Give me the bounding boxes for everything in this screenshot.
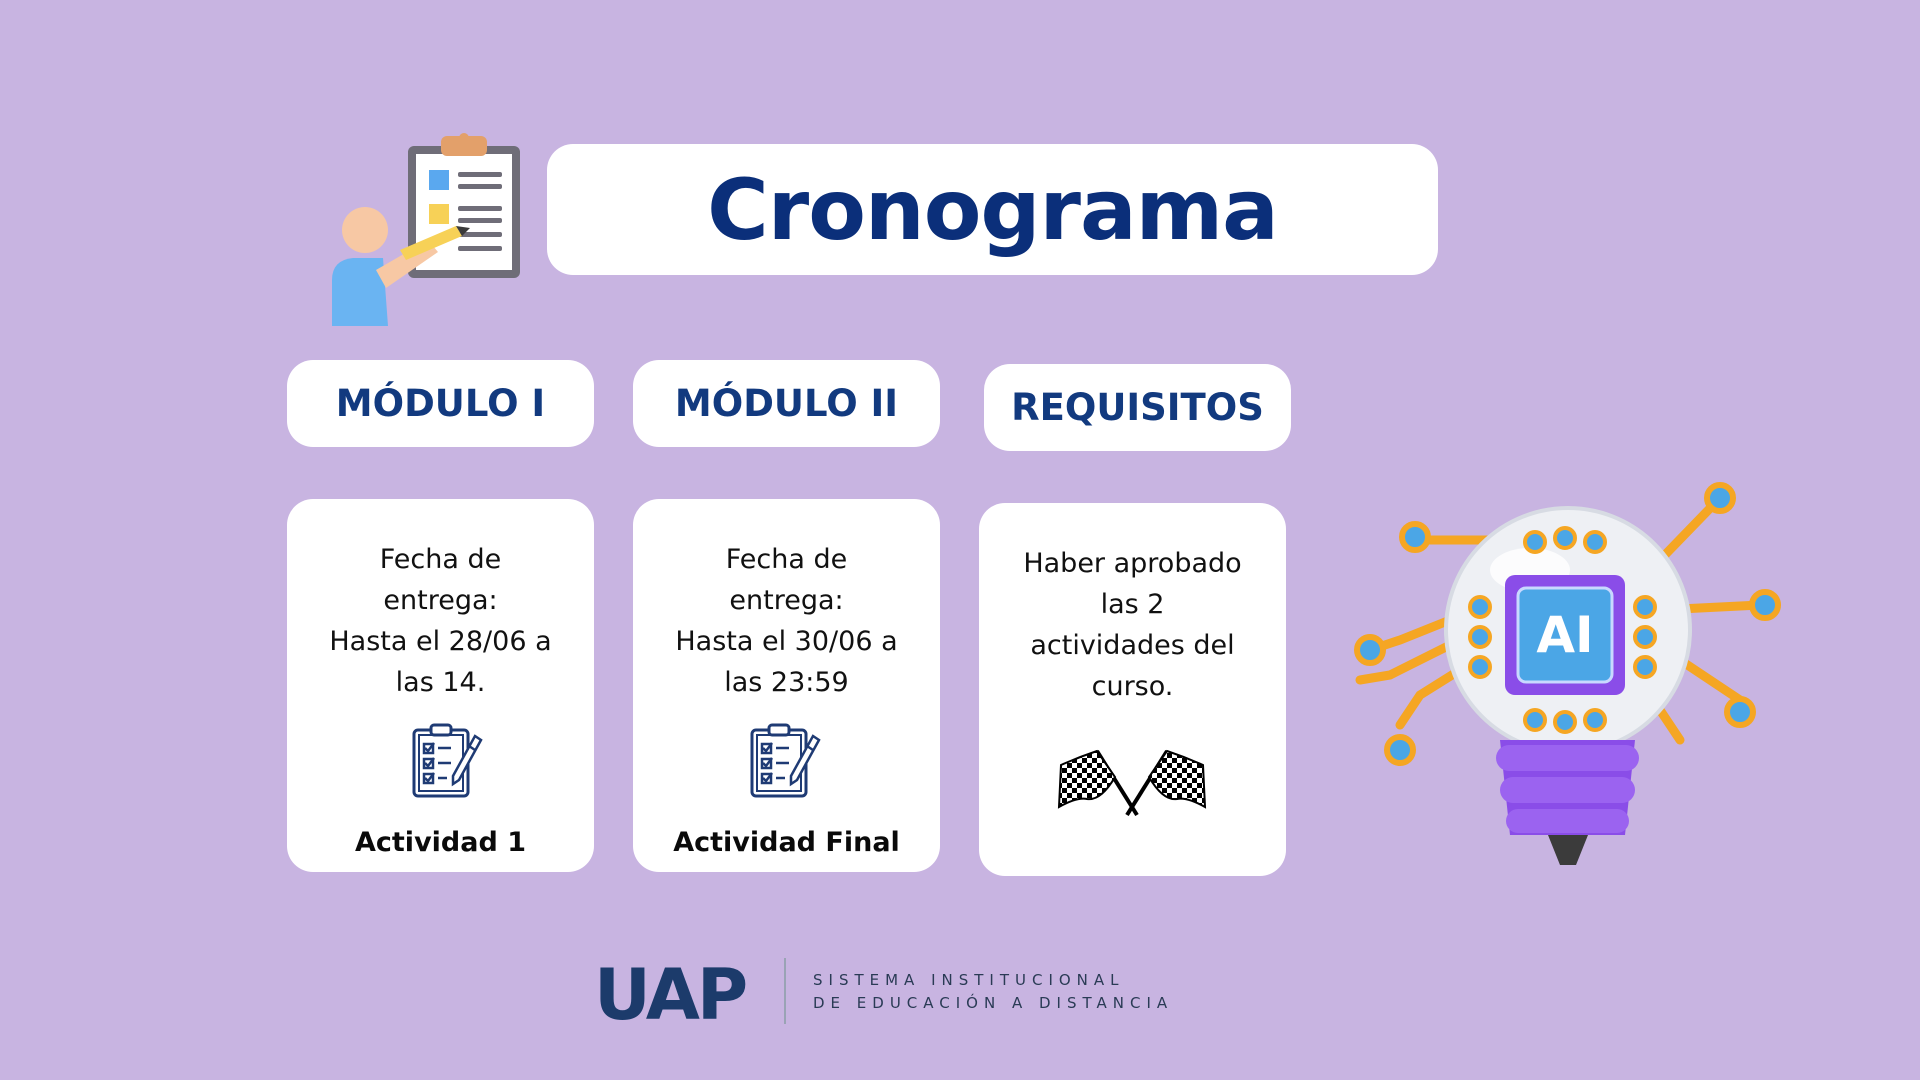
- desc-line: las 2: [1100, 589, 1165, 620]
- module-1-description: [326, 539, 556, 703]
- module-1-card: [287, 499, 594, 872]
- tab-requisitos: [984, 364, 1291, 451]
- desc-line: Fecha de: [379, 544, 502, 575]
- pill-label: MÓDULO II: [674, 382, 899, 425]
- desc-line: Hasta el 30/06 a: [675, 626, 898, 657]
- desc-line: entrega:: [729, 585, 844, 616]
- logo-subtitle-line2: DE EDUCACIÓN A DISTANCIA: [813, 994, 1174, 1012]
- title-card: [547, 144, 1438, 275]
- desc-line: entrega:: [383, 585, 498, 616]
- module-2-card: [633, 499, 940, 872]
- ai-lightbulb-icon: [1340, 480, 1800, 880]
- presenter-clipboard-icon: [328, 130, 528, 326]
- desc-line: curso.: [1091, 671, 1174, 702]
- checklist-icon: [749, 722, 823, 800]
- desc-line: las 23:59: [724, 667, 849, 698]
- tab-modulo-1: [287, 360, 594, 447]
- logo-subtitle-line1: SISTEMA INSTITUCIONAL: [813, 971, 1125, 989]
- pill-label: REQUISITOS: [1011, 386, 1264, 429]
- desc-line: Fecha de: [725, 544, 848, 575]
- uap-logo: UAP: [594, 954, 746, 1036]
- desc-line: Hasta el 28/06 a: [329, 626, 552, 657]
- logo-divider: [784, 958, 786, 1024]
- requirements-description: [1018, 543, 1248, 707]
- page-title: Cronograma: [707, 160, 1278, 259]
- desc-line: las 14.: [395, 667, 486, 698]
- desc-line: Haber aprobado: [1023, 548, 1242, 579]
- ai-chip-label: AI: [1536, 606, 1594, 664]
- activity-label: Actividad Final: [673, 827, 900, 858]
- checklist-icon: [411, 722, 485, 800]
- tab-modulo-2: [633, 360, 940, 447]
- requirements-card: [979, 503, 1286, 876]
- activity-label: Actividad 1: [355, 827, 526, 858]
- pill-label: MÓDULO I: [335, 382, 546, 425]
- desc-line: actividades del: [1030, 630, 1235, 661]
- module-2-description: [672, 539, 902, 703]
- checkered-flags-icon: [1057, 743, 1207, 819]
